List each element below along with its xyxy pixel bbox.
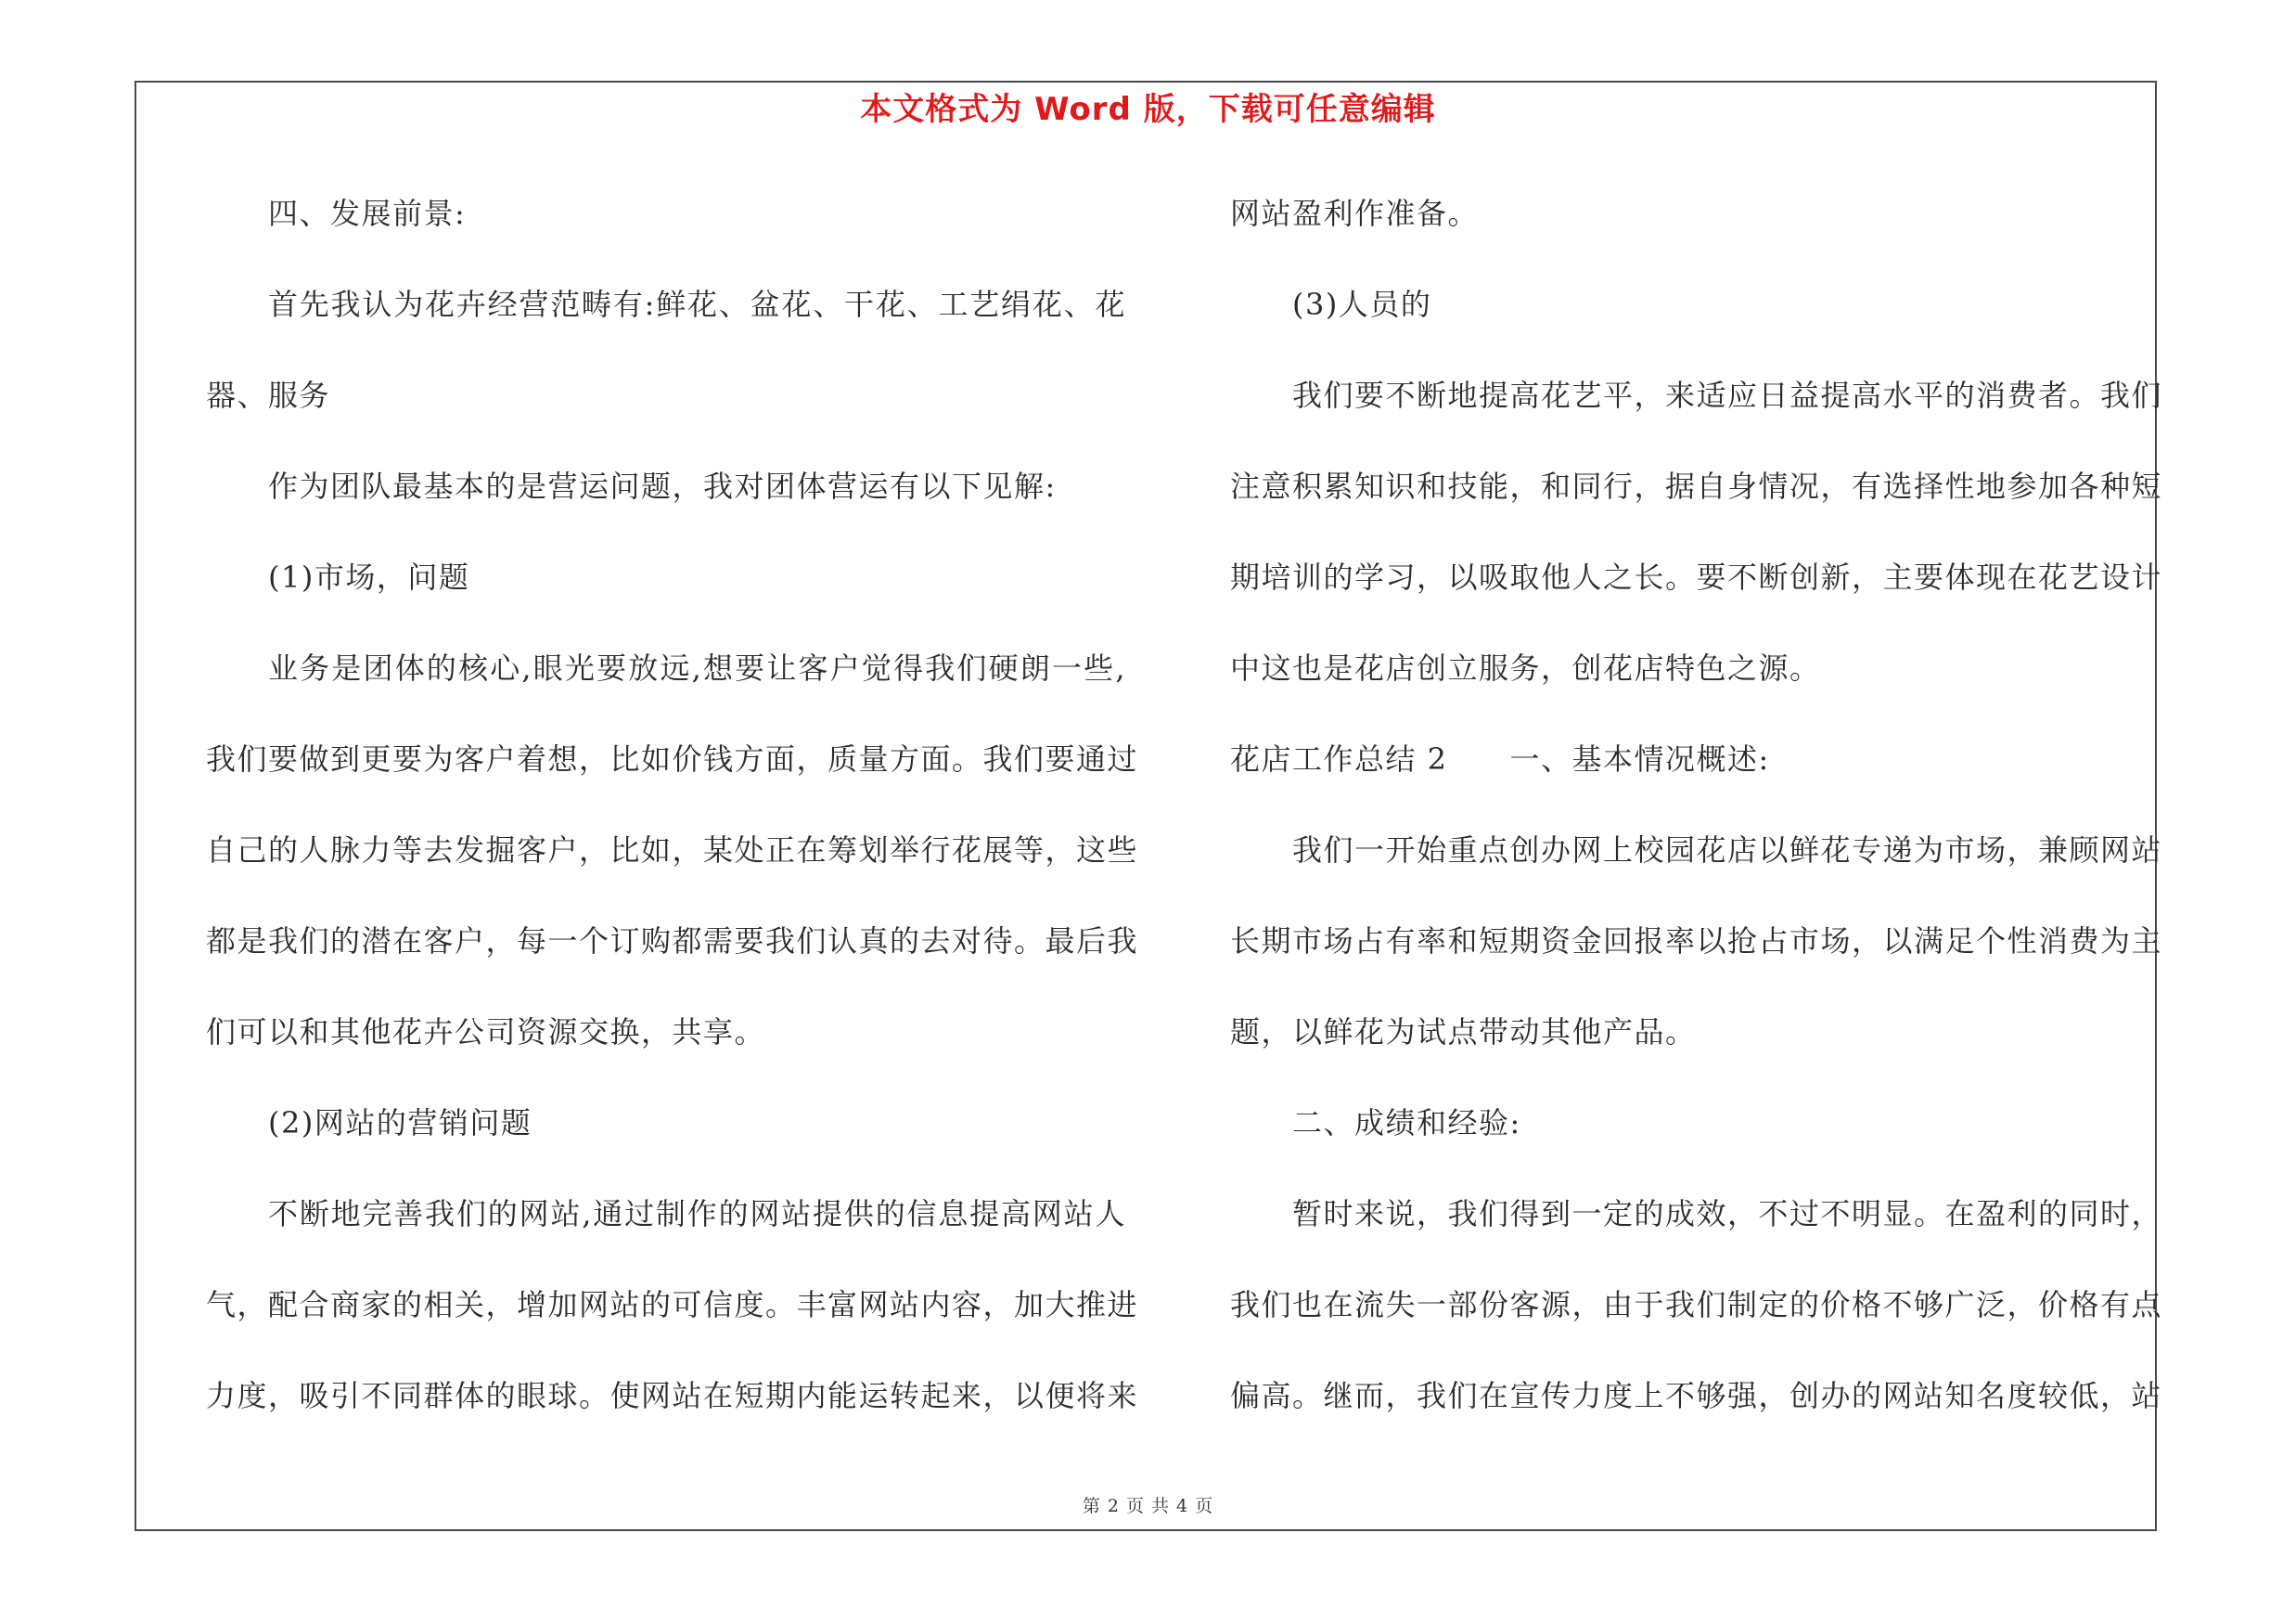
paragraph-line: 我们要做到更要为客户着想，比如价钱方面，质量方面。我们要通过: [206, 741, 1139, 777]
paragraph-line: 力度，吸引不同群体的眼球。使网站在短期内能运转起来，以便将来: [206, 1378, 1139, 1413]
section-heading-summary-2: 花店工作总结 2 一、基本情况概述:: [1230, 741, 1770, 777]
subheading-market: (1)市场，问题: [268, 560, 470, 595]
paragraph-line: 自己的人脉力等去发掘客户，比如，某处正在筹划举行花展等，这些: [206, 832, 1139, 868]
word-format-banner: 本文格式为 Word 版，下载可任意编辑: [860, 91, 1436, 128]
paragraph-line: 都是我们的潜在客户，每一个订购都需要我们认真的去对待。最后我: [206, 923, 1139, 959]
paragraph-line: 期培训的学习，以吸取他人之长。要不断创新，主要体现在花艺设计: [1230, 560, 2163, 595]
left-column: [206, 184, 1139, 1457]
paragraph-line: 中这也是花店创立服务，创花店特色之源。: [1230, 650, 1821, 686]
section-heading-prospects: 四、发展前景:: [268, 196, 467, 231]
paragraph-line: 题，以鲜花为试点带动其他产品。: [1230, 1014, 1697, 1050]
paragraph-line: 我们要不断地提高花艺平，来适应日益提高水平的消费者。我们: [1292, 378, 2163, 413]
paragraph-line: 不断地完善我们的网站,通过制作的网站提供的信息提高网站人: [268, 1196, 1126, 1231]
paragraph-line: 器、服务: [206, 378, 331, 413]
page-number-footer: 第 2 页 共 4 页: [1082, 1496, 1214, 1516]
subheading-website-marketing: (2)网站的营销问题: [268, 1105, 532, 1140]
paragraph-line: 业务是团体的核心,眼光要放远,想要让客户觉得我们硬朗一些,: [268, 650, 1126, 686]
paragraph-line: 注意积累知识和技能，和同行，据自身情况，有选择性地参加各种短: [1230, 469, 2163, 504]
paragraph-line: 气，配合商家的相关，增加网站的可信度。丰富网站内容，加大推进: [206, 1287, 1139, 1322]
subheading-staff: (3)人员的: [1292, 287, 1432, 322]
section-heading-achievements: 二、成绩和经验:: [1292, 1105, 1521, 1140]
paragraph-line: 暂时来说，我们得到一定的成效，不过不明显。在盈利的同时，: [1292, 1196, 2163, 1231]
paragraph-line: 偏高。继而，我们在宣传力度上不够强，创办的网站知名度较低，站: [1230, 1378, 2163, 1413]
paragraph-line: 首先我认为花卉经营范畴有:鲜花、盆花、干花、工艺绢花、花: [268, 287, 1126, 322]
right-column: [1230, 184, 2163, 1457]
paragraph-line: 们可以和其他花卉公司资源交换，共享。: [206, 1014, 766, 1050]
paragraph-line: 我们也在流失一部份客源，由于我们制定的价格不够广泛，价格有点: [1230, 1287, 2163, 1322]
paragraph-line: 长期市场占有率和短期资金回报率以抢占市场，以满足个性消费为主: [1230, 923, 2163, 959]
paragraph-line: 我们一开始重点创办网上校园花店以鲜花专递为市场，兼顾网站: [1292, 832, 2163, 868]
paragraph-line: 网站盈利作准备。: [1230, 196, 1480, 231]
paragraph-line: 作为团队最基本的是营运问题，我对团体营运有以下见解:: [268, 469, 1057, 504]
